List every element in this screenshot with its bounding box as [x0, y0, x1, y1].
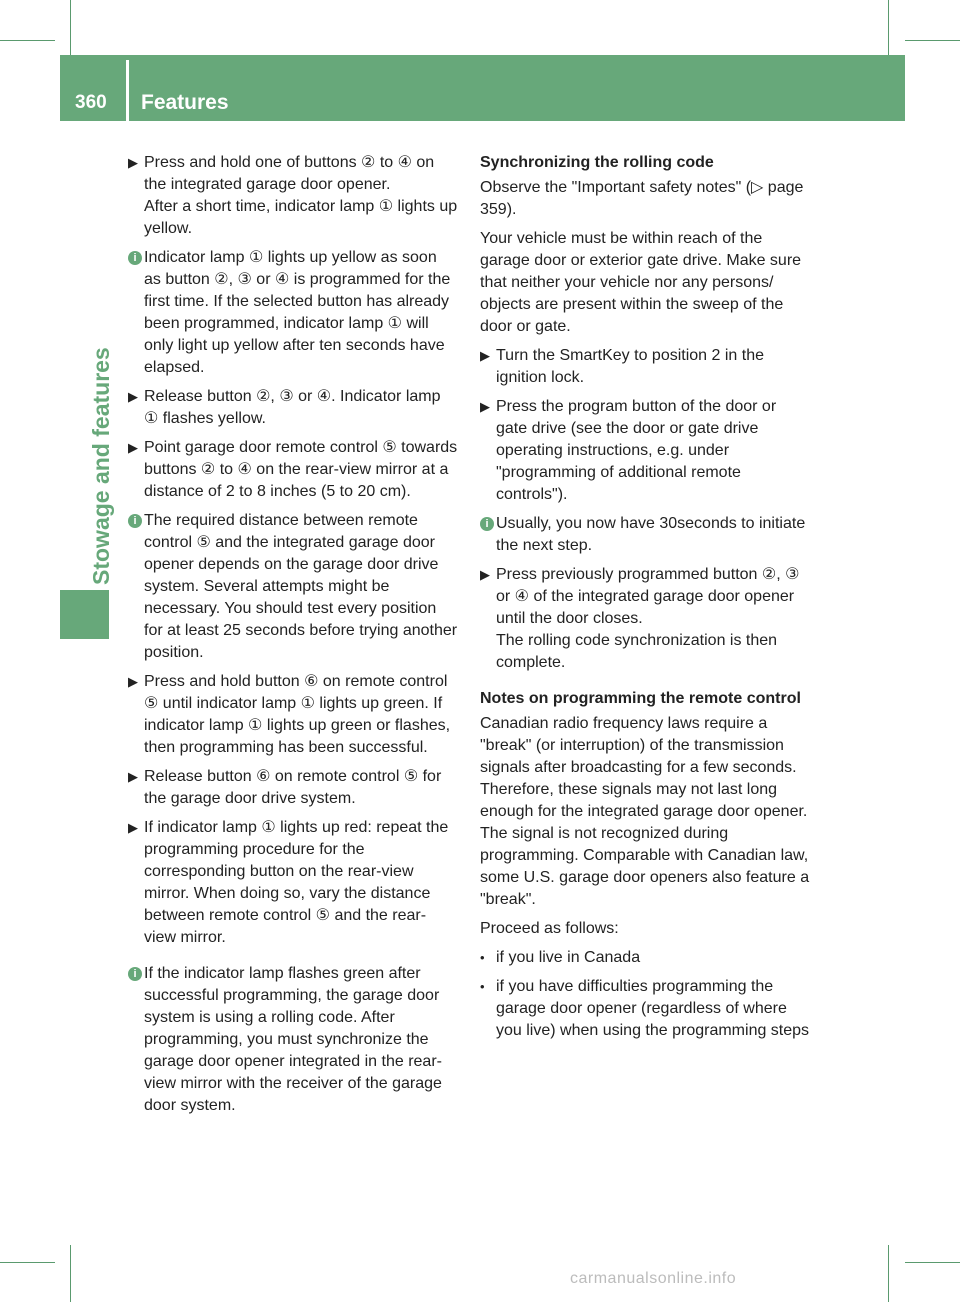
info-icon: i [128, 967, 142, 981]
paragraph-text: After a short time, indicator lamp ① lights up yellow. [144, 198, 458, 237]
step-arrow-icon: ▶ [480, 567, 490, 582]
section-heading: Notes on programming the remote control [480, 690, 801, 707]
instruction-step [128, 671, 458, 759]
paragraph-text: If indicator lamp ① lights up red: repeat the programming procedure for the corresponding button on the rear-view mirror. When doing so, vary the distance between remote control ⑤ and the rear-view mirror. [144, 819, 449, 946]
crop-mark-bottom-left-v [70, 1245, 71, 1302]
instruction-step [480, 396, 810, 506]
info-icon: i [128, 251, 142, 265]
paragraph-text: Press the program button of the door or gate drive (see the door or gate drive operating instructions, e.g. under "programming of additional remote controls"). [496, 398, 777, 503]
paragraph-text: Press and hold button ⑥ on remote control ⑤ until indicator lamp ① lights up green. If indicator lamp ① lights up green or flashes, then programming has been successful. [144, 673, 451, 756]
step-arrow-icon: ▶ [128, 820, 138, 835]
body-paragraph [480, 918, 810, 940]
step-arrow-icon: ▶ [128, 155, 138, 170]
page-number: 360 [75, 92, 107, 113]
paragraph-text: Press and hold one of buttons ② to ④ on the integrated garage door opener. [144, 154, 435, 193]
step-arrow-icon: ▶ [128, 674, 138, 689]
crop-mark-bottom-left-h [0, 1262, 55, 1263]
info-note [480, 513, 810, 557]
crop-mark-bottom-right-h [905, 1262, 960, 1263]
bullet-item [480, 976, 810, 1042]
header-divider [126, 60, 129, 121]
left-column [128, 152, 458, 1124]
side-section-label-text: Stowage and features [88, 347, 114, 585]
step-arrow-icon: ▶ [480, 399, 490, 414]
paragraph-text: Point garage door remote control ⑤ towards buttons ② to ④ on the rear-view mirror at a distance of 2 to 8 inches (5 to 20 cm). [144, 439, 458, 500]
step-arrow-icon: ▶ [128, 769, 138, 784]
side-section-tab [60, 590, 109, 639]
paragraph-text: Your vehicle must be within reach of the garage door or exterior gate drive. Make sure that neither your vehicle nor any persons/ objects are present within the sweep of the door or gate. [480, 230, 802, 335]
info-note [128, 247, 458, 379]
paragraph-text: Proceed as follows: [480, 920, 619, 937]
paragraph-text: The rolling code synchronization is then complete. [496, 632, 778, 671]
instruction-step [480, 564, 810, 674]
crop-mark-top-right-h [905, 40, 960, 41]
bullet-icon: • [480, 979, 485, 994]
side-section-label [86, 130, 116, 620]
watermark: carmanualsonline.info [570, 1270, 737, 1287]
instruction-step [128, 437, 458, 503]
crop-mark-top-left-v [70, 0, 71, 58]
paragraph-text: Canadian radio frequency laws require a "break" (or interruption) of the transmission signals after broadcasting for a few seconds. Therefore, these signals may not last long enough for the integrated garage door opener. The signal is not recognized during programming. Comparable with Canadian law, some U.S. garage door openers also feature a "break". [480, 715, 810, 908]
instruction-step [128, 152, 458, 240]
paragraph-text: Indicator lamp ① lights up yellow as soon as button ②, ③ or ④ is programmed for the first time. If the selected button has already been programmed, indicator lamp ① will only light up yellow after ten seconds have elapsed. [144, 249, 451, 376]
paragraph-text: Turn the SmartKey to position 2 in the ignition lock. [496, 347, 764, 386]
paragraph-text: Press previously programmed button ②, ③ or ④ of the integrated garage door opener until the door closes. [496, 566, 800, 627]
step-arrow-icon: ▶ [480, 348, 490, 363]
info-icon: i [128, 514, 142, 528]
paragraph-text: Usually, you now have 30seconds to initiate the next step. [496, 515, 806, 554]
info-note [128, 510, 458, 664]
instruction-step [480, 345, 810, 389]
paragraph-text: The required distance between remote control ⑤ and the integrated garage door opener depends on the garage door drive system. Several attempts might be necessary. You should test every position for at least 25 seconds before trying another position. [144, 512, 458, 661]
paragraph-text: if you live in Canada [496, 949, 641, 966]
body-paragraph [480, 713, 810, 911]
step-arrow-icon: ▶ [128, 389, 138, 404]
bullet-item [480, 947, 810, 969]
info-icon: i [480, 517, 494, 531]
step-arrow-icon: ▶ [128, 440, 138, 455]
crop-mark-bottom-right-v [888, 1245, 889, 1302]
right-column [480, 152, 810, 1049]
body-paragraph [480, 177, 810, 221]
paragraph-text: Release button ②, ③ or ④. Indicator lamp ① flashes yellow. [144, 388, 441, 427]
paragraph-text: if you have difficulties programming the garage door opener (regardless of where you live) when using the programming steps [496, 978, 810, 1039]
instruction-step [128, 386, 458, 430]
paragraph-text: Observe the "Important safety notes" (▷ page 359). [480, 179, 804, 218]
instruction-step [128, 766, 458, 810]
crop-mark-top-left-h [0, 40, 55, 41]
bullet-icon: • [480, 950, 485, 965]
crop-mark-top-right-v [888, 0, 889, 58]
paragraph-text: If the indicator lamp flashes green after successful programming, the garage door system is using a rolling code. After programming, you must synchronize the garage door opener integrated in the rear-view mirror with the receiver of the garage door system. [144, 965, 442, 1114]
info-note [128, 963, 458, 1117]
instruction-step [128, 817, 458, 949]
page-title: Features [141, 91, 229, 114]
body-paragraph [480, 228, 810, 338]
section-heading: Synchronizing the rolling code [480, 154, 714, 171]
paragraph-text: Release button ⑥ on remote control ⑤ for the garage door drive system. [144, 768, 442, 807]
